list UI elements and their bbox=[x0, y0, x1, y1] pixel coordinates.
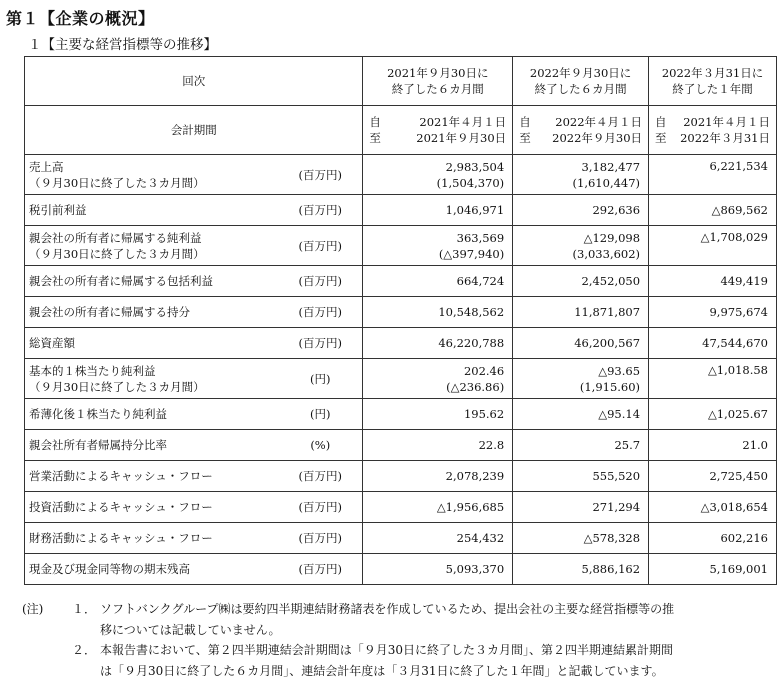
value-cell bbox=[363, 430, 513, 461]
period-range-date: 2022年４月１日 bbox=[555, 115, 643, 129]
period-range-line bbox=[655, 114, 770, 130]
value: 2,078,239 bbox=[445, 469, 505, 483]
value: 2,452,050 bbox=[581, 274, 641, 288]
row-unit-cell bbox=[278, 461, 363, 492]
notes-label bbox=[22, 640, 72, 661]
value: 195.62 bbox=[463, 407, 505, 421]
period-range-line bbox=[519, 114, 642, 130]
value: 292,636 bbox=[592, 203, 641, 217]
row-unit-cell bbox=[278, 195, 363, 226]
header-row-kaikei bbox=[25, 106, 777, 155]
value: 664,724 bbox=[456, 274, 505, 288]
value-cell bbox=[649, 399, 777, 430]
value-cell bbox=[649, 359, 777, 399]
table-row bbox=[25, 226, 777, 266]
kaiji-label-cell bbox=[25, 57, 363, 106]
value: 46,200,567 bbox=[574, 336, 641, 350]
value-cell bbox=[363, 399, 513, 430]
section-heading: 第１【企業の概況】 bbox=[6, 9, 155, 28]
row-label: 売上高 bbox=[29, 159, 64, 174]
period-range-date: 2021年４月１日 bbox=[419, 115, 507, 129]
row-unit-cell bbox=[278, 328, 363, 359]
period-range-date: 2022年３月31日 bbox=[680, 131, 770, 145]
table-row bbox=[25, 297, 777, 328]
value: 2,983,504 bbox=[445, 159, 505, 174]
value: △578,328 bbox=[583, 531, 641, 545]
value-cell bbox=[513, 492, 649, 523]
row-sublabel: （９月30日に終了した３カ月間） bbox=[29, 175, 205, 190]
row-unit: (%) bbox=[310, 438, 331, 452]
value: △1,018.58 bbox=[707, 363, 768, 377]
period-range-line bbox=[655, 130, 770, 146]
period-range-prefix: 至 bbox=[655, 131, 667, 145]
row-label: 投資活動によるキャッシュ・フロー bbox=[29, 500, 213, 514]
table-row bbox=[25, 554, 777, 585]
note-text: 本報告書において、第２四半期連結会計期間は「９月30日に終了した３カ月間」、第２四半期連結累計期間 bbox=[100, 643, 674, 657]
value: 254,432 bbox=[456, 531, 505, 545]
value-cell bbox=[513, 297, 649, 328]
row-unit-cell bbox=[278, 554, 363, 585]
value: 555,520 bbox=[592, 469, 641, 483]
row-unit-cell bbox=[278, 399, 363, 430]
kaikei-label: 会計期間 bbox=[170, 123, 217, 137]
value-cell bbox=[513, 328, 649, 359]
value-cell bbox=[649, 226, 777, 266]
value-cell bbox=[649, 461, 777, 492]
note-line bbox=[22, 640, 774, 661]
value-cell bbox=[513, 155, 649, 195]
period-header-line: 終了した６カ月間 bbox=[534, 82, 627, 96]
period-range-prefix: 自 bbox=[369, 115, 381, 129]
row-unit: (百万円) bbox=[298, 274, 343, 288]
value-quarter: (1,610,447) bbox=[572, 175, 641, 190]
row-label-cell bbox=[25, 266, 279, 297]
value-quarter: (△397,940) bbox=[438, 246, 505, 261]
period-range-line bbox=[369, 130, 506, 146]
row-label-cell bbox=[25, 155, 279, 195]
value-cell bbox=[649, 492, 777, 523]
value: 47,544,670 bbox=[702, 336, 768, 350]
period-header-cell bbox=[513, 57, 649, 106]
period-range-date: 2021年９月30日 bbox=[416, 131, 507, 145]
row-label-cell bbox=[25, 195, 279, 226]
value-cell bbox=[649, 328, 777, 359]
period-header-line: 終了した６カ月間 bbox=[391, 82, 484, 96]
value-cell bbox=[649, 195, 777, 226]
period-header-line: 2022年３月31日に bbox=[661, 66, 764, 80]
value: 9,975,674 bbox=[709, 305, 768, 319]
value-cell bbox=[363, 461, 513, 492]
row-unit: (百万円) bbox=[298, 238, 343, 253]
value: 10,548,562 bbox=[438, 305, 505, 319]
value: 11,871,807 bbox=[574, 305, 641, 319]
row-unit: (百万円) bbox=[298, 167, 343, 182]
row-unit-cell bbox=[278, 266, 363, 297]
value: 2,725,450 bbox=[709, 469, 768, 483]
value-quarter: (△236.86) bbox=[446, 379, 505, 394]
value: 5,093,370 bbox=[445, 562, 505, 576]
value-cell bbox=[649, 430, 777, 461]
row-label-cell bbox=[25, 399, 279, 430]
row-label: 税引前利益 bbox=[29, 203, 87, 217]
table-row bbox=[25, 328, 777, 359]
note-line bbox=[22, 661, 774, 682]
row-label-cell bbox=[25, 461, 279, 492]
value-cell bbox=[363, 328, 513, 359]
period-range-prefix: 自 bbox=[519, 115, 531, 129]
row-unit: (円) bbox=[310, 407, 331, 421]
row-unit: (百万円) bbox=[298, 469, 343, 483]
value: 363,569 bbox=[456, 230, 505, 245]
key-indicators-table bbox=[24, 56, 777, 585]
notes-label bbox=[22, 661, 72, 682]
value: 25.7 bbox=[614, 438, 641, 452]
value: △1,025.67 bbox=[707, 407, 768, 421]
value-cell bbox=[513, 399, 649, 430]
row-unit: (円) bbox=[310, 371, 331, 386]
value: 22.8 bbox=[478, 438, 505, 452]
note-line bbox=[22, 599, 774, 620]
period-header-cell bbox=[363, 57, 513, 106]
period-header-cell bbox=[649, 57, 777, 106]
note-number: ２． bbox=[72, 643, 97, 657]
value: △95.14 bbox=[598, 407, 641, 421]
value: 5,169,001 bbox=[709, 562, 768, 576]
row-label: 親会社の所有者に帰属する包括利益 bbox=[29, 274, 213, 288]
row-unit: (百万円) bbox=[298, 203, 343, 217]
note-number bbox=[72, 661, 100, 682]
value-cell bbox=[363, 554, 513, 585]
section-subheading: １【主要な経営指標等の推移】 bbox=[28, 37, 217, 53]
value: 1,046,971 bbox=[445, 203, 505, 217]
value-cell bbox=[513, 359, 649, 399]
value: 271,294 bbox=[592, 500, 641, 514]
period-range-prefix: 自 bbox=[655, 115, 667, 129]
value: 6,221,534 bbox=[709, 159, 768, 173]
row-unit-cell bbox=[278, 226, 363, 266]
value-cell bbox=[363, 195, 513, 226]
row-label-cell bbox=[25, 359, 279, 399]
table-row bbox=[25, 359, 777, 399]
row-unit-cell bbox=[278, 359, 363, 399]
notes bbox=[22, 599, 774, 681]
note-text: 移については記載していません。 bbox=[100, 622, 281, 637]
period-range-cell bbox=[363, 106, 513, 155]
notes-label bbox=[22, 620, 72, 641]
value: △869,562 bbox=[711, 203, 768, 217]
period-header-line: 2022年９月30日に bbox=[529, 66, 632, 80]
value: △3,018,654 bbox=[700, 500, 768, 514]
value-cell bbox=[513, 226, 649, 266]
table-row bbox=[25, 523, 777, 554]
value-cell bbox=[363, 359, 513, 399]
table-row bbox=[25, 461, 777, 492]
table-row bbox=[25, 430, 777, 461]
value-cell bbox=[363, 226, 513, 266]
value: △129,098 bbox=[583, 230, 641, 245]
table-row bbox=[25, 195, 777, 226]
value: 46,220,788 bbox=[438, 336, 505, 350]
value-cell bbox=[513, 523, 649, 554]
row-label-cell bbox=[25, 226, 279, 266]
value-cell bbox=[649, 554, 777, 585]
value: △1,708,029 bbox=[700, 230, 768, 244]
row-unit: (百万円) bbox=[298, 531, 343, 545]
period-range-line bbox=[519, 130, 642, 146]
row-label: 現金及び現金同等物の期末残高 bbox=[29, 562, 190, 576]
row-label: 財務活動によるキャッシュ・フロー bbox=[29, 531, 213, 545]
value: △1,956,685 bbox=[436, 500, 505, 514]
table-row bbox=[25, 266, 777, 297]
row-sublabel: （９月30日に終了した３カ月間） bbox=[29, 246, 205, 261]
value-cell bbox=[513, 554, 649, 585]
period-range-cell bbox=[649, 106, 777, 155]
row-label-cell bbox=[25, 492, 279, 523]
row-unit-cell bbox=[278, 492, 363, 523]
value-cell bbox=[363, 266, 513, 297]
row-label: 親会社の所有者に帰属する純利益 bbox=[29, 230, 202, 245]
row-label: 親会社の所有者に帰属する持分 bbox=[29, 305, 190, 319]
row-label: 営業活動によるキャッシュ・フロー bbox=[29, 469, 213, 483]
row-label: 基本的１株当たり純利益 bbox=[29, 363, 156, 378]
table-row bbox=[25, 155, 777, 195]
row-unit-cell bbox=[278, 155, 363, 195]
row-label-cell bbox=[25, 554, 279, 585]
value-cell bbox=[363, 297, 513, 328]
header-row-kaiji bbox=[25, 57, 777, 106]
period-header-line: 終了した１年間 bbox=[672, 82, 753, 96]
row-label: 総資産額 bbox=[29, 336, 75, 350]
period-range-prefix: 至 bbox=[369, 131, 381, 145]
value-quarter: (1,915.60) bbox=[579, 379, 641, 394]
kaikei-label-cell bbox=[25, 106, 363, 155]
row-label-cell bbox=[25, 430, 279, 461]
row-unit: (百万円) bbox=[298, 500, 343, 514]
row-label: 希薄化後１株当たり純利益 bbox=[29, 407, 167, 421]
row-label-cell bbox=[25, 523, 279, 554]
value-cell bbox=[649, 266, 777, 297]
row-unit-cell bbox=[278, 523, 363, 554]
value-cell bbox=[513, 195, 649, 226]
row-unit: (百万円) bbox=[298, 305, 343, 319]
value: 602,216 bbox=[720, 531, 768, 545]
value-quarter: (3,033,602) bbox=[572, 246, 641, 261]
value-cell bbox=[363, 523, 513, 554]
value-cell bbox=[363, 155, 513, 195]
period-range-cell bbox=[513, 106, 649, 155]
period-header-line: 2021年９月30日に bbox=[387, 66, 489, 80]
value: 449,419 bbox=[720, 274, 768, 288]
value-quarter: (1,504,370) bbox=[436, 175, 505, 190]
note-number: １． bbox=[72, 602, 97, 616]
row-sublabel: （９月30日に終了した３カ月間） bbox=[29, 379, 205, 394]
note-text: ソフトバンクグループ㈱は要約四半期連結財務諸表を作成しているため、提出会社の主要な経営指標等の推 bbox=[100, 602, 675, 616]
note-line bbox=[22, 620, 774, 641]
row-label-cell bbox=[25, 328, 279, 359]
row-unit-cell bbox=[278, 297, 363, 328]
table-row bbox=[25, 492, 777, 523]
period-range-date: 2021年４月１日 bbox=[683, 115, 770, 129]
value-cell bbox=[649, 155, 777, 195]
kaiji-label: 回次 bbox=[182, 74, 206, 88]
value: 3,182,477 bbox=[581, 159, 641, 174]
value-cell bbox=[363, 492, 513, 523]
row-label-cell bbox=[25, 297, 279, 328]
value-cell bbox=[513, 266, 649, 297]
period-range-date: 2022年９月30日 bbox=[552, 131, 643, 145]
note-number bbox=[72, 620, 100, 641]
notes-label: (注) bbox=[22, 602, 44, 616]
period-range-line bbox=[369, 114, 506, 130]
value: 202.46 bbox=[463, 363, 505, 378]
row-label: 親会社所有者帰属持分比率 bbox=[29, 438, 167, 452]
value: △93.65 bbox=[598, 363, 641, 378]
period-range-prefix: 至 bbox=[519, 131, 531, 145]
note-text: は「９月30日に終了した６カ月間」、連結会計年度は「３月31日に終了した１年間」と記載しています。 bbox=[100, 663, 664, 678]
table-row bbox=[25, 399, 777, 430]
value-cell bbox=[513, 461, 649, 492]
value: 5,886,162 bbox=[581, 562, 641, 576]
value: 21.0 bbox=[742, 438, 768, 452]
value-cell bbox=[649, 297, 777, 328]
row-unit: (百万円) bbox=[298, 336, 343, 350]
value-cell bbox=[649, 523, 777, 554]
row-unit-cell bbox=[278, 430, 363, 461]
row-unit: (百万円) bbox=[298, 562, 343, 576]
value-cell bbox=[513, 430, 649, 461]
